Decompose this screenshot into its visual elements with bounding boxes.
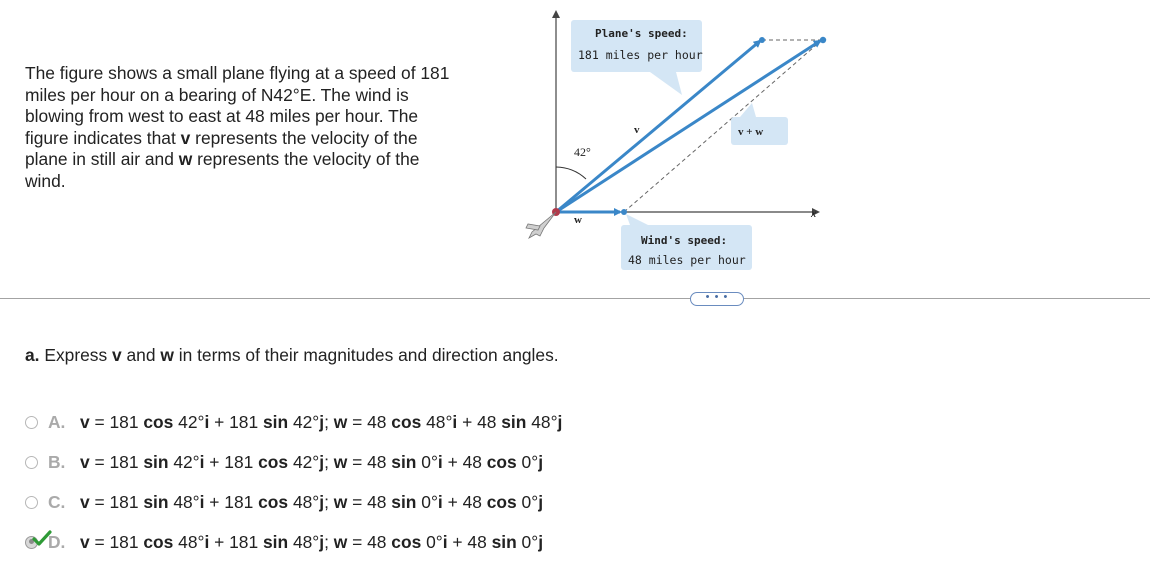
choice-b[interactable] xyxy=(25,442,562,482)
wind-speed-callout xyxy=(621,214,752,270)
vector-figure xyxy=(500,0,830,285)
vector-v-symbol: v xyxy=(180,127,191,148)
vector-w-symbol: w xyxy=(178,149,193,169)
x-axis-label: x xyxy=(811,206,817,220)
svg-text:v + w: v + w xyxy=(738,126,764,138)
angle-label: 42° xyxy=(574,145,591,159)
question-part-label: a. xyxy=(25,345,40,365)
problem-line: blowing from west to east at 48 miles per hour. The xyxy=(25,106,419,126)
problem-line: miles per hour on a bearing of N42°E. The wind is xyxy=(25,84,409,105)
choice-letter: B. xyxy=(48,451,66,472)
svg-text:Plane's speed:: Plane's speed: xyxy=(595,27,688,40)
problem-line: wind. xyxy=(25,170,66,191)
problem-line: The figure shows a small plane flying at a speed of 181 xyxy=(25,63,450,83)
plane-speed-callout xyxy=(571,20,703,95)
radio-button[interactable] xyxy=(25,496,38,509)
problem-line: plane in still air and w represents the velocity of the xyxy=(25,149,420,169)
choice-letter: D. xyxy=(48,531,66,552)
choice-formula: v = 181 cos 42°i + 181 sin 42°j; w = 48 cos 48°i + 48 sin 48°j xyxy=(80,411,563,432)
plane-icon xyxy=(526,208,560,238)
answer-choices xyxy=(25,402,562,562)
expand-more-button[interactable]: • • • xyxy=(690,292,744,306)
choice-a[interactable] xyxy=(25,402,562,442)
v-endpoint xyxy=(759,37,765,43)
problem-statement xyxy=(25,63,515,192)
choice-d[interactable] xyxy=(25,522,562,562)
choice-letter: C. xyxy=(48,491,66,512)
svg-text:181 miles per hour: 181 miles per hour xyxy=(578,48,703,62)
correct-check-icon xyxy=(32,530,52,548)
svg-text:48 miles per hour: 48 miles per hour xyxy=(628,253,746,267)
choice-formula: v = 181 cos 48°i + 181 sin 48°j; w = 48 cos 0°i + 48 sin 0°j xyxy=(80,531,544,552)
vw-callout xyxy=(731,103,788,145)
radio-button[interactable] xyxy=(25,416,38,429)
choice-formula: v = 181 sin 48°i + 181 cos 48°j; w = 48 sin 0°i + 48 cos 0°j xyxy=(80,491,544,512)
section-divider xyxy=(0,298,1150,299)
choice-c[interactable] xyxy=(25,482,562,522)
choice-letter: A. xyxy=(48,411,66,432)
vw-endpoint xyxy=(820,37,826,43)
v-label: v xyxy=(634,124,640,136)
problem-line: figure indicates that v represents the velocity of the xyxy=(25,127,418,148)
w-label: w xyxy=(574,214,582,226)
question-prompt: a. Express v and w in terms of their magnitudes and direction angles. xyxy=(25,345,559,365)
angle-arc xyxy=(556,167,586,179)
choice-formula: v = 181 sin 42°i + 181 cos 42°j; w = 48 sin 0°i + 48 cos 0°j xyxy=(80,451,544,472)
svg-text:Wind's speed:: Wind's speed: xyxy=(641,234,728,247)
radio-button[interactable] xyxy=(25,456,38,469)
